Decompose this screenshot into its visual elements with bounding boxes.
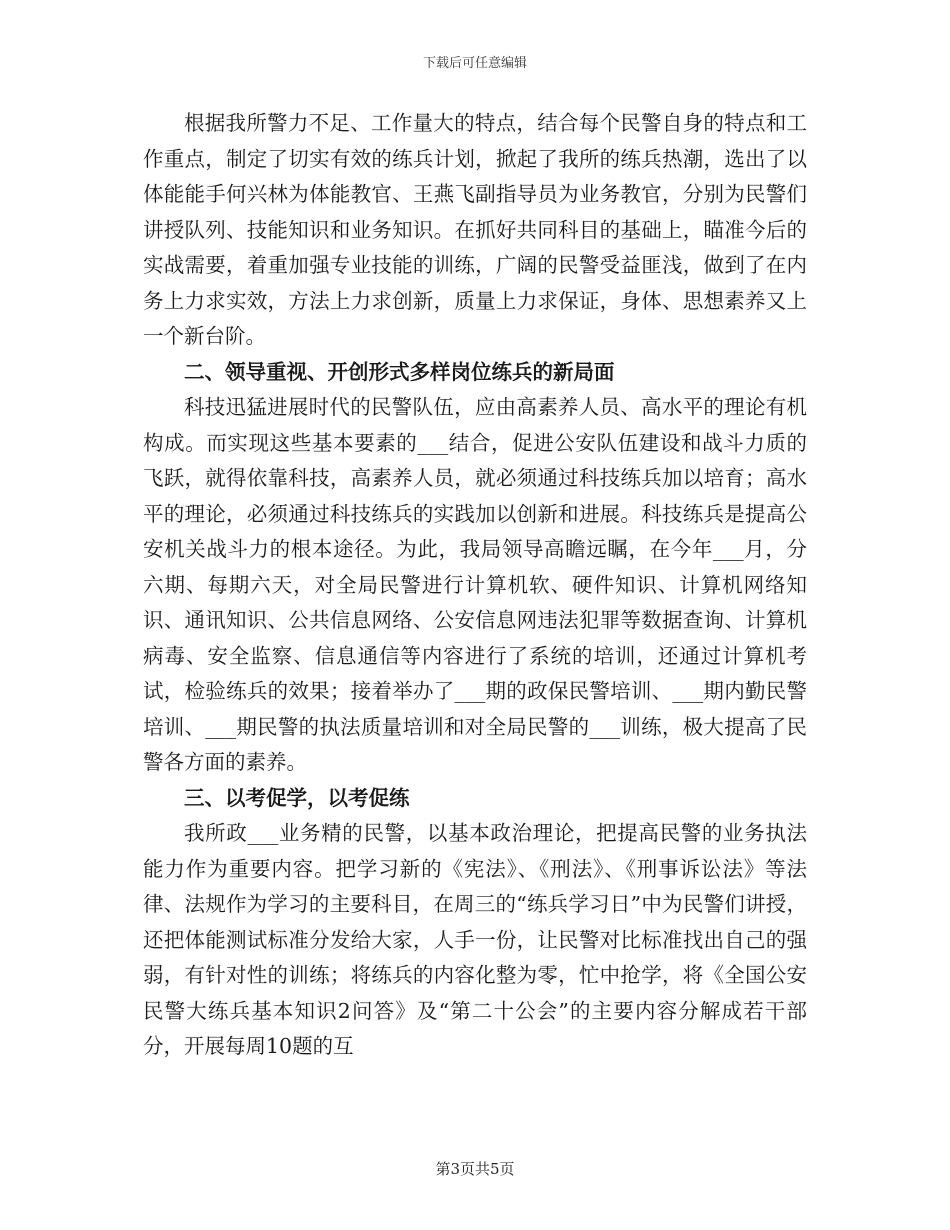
page-header: 下载后可任意编辑: [422, 56, 527, 71]
document-body: [143, 106, 807, 1065]
paragraph-tech-training: 科技迅猛进展时代的民警队伍，应由高素养人员、高水平的理论有机构成。而实现这些基本要素的___结合，促进公安队伍建设和战斗力质的飞跃，就得依靠科技，高素养人员，就必须通过科技练兵加以培育；高水平的理论，必须通过科技练兵的实践加以创新和进展。科技练兵是提高公安机关战斗力的根本途径。为此，我局领导高瞻远瞩，在今年___月，分六期、每期六天，对全局民警进行计算机软、硬件知识、计算机网络知识、通讯知识、公共信息网络、公安信息网违法犯罪等数据查询、计算机病毒、安全监察、信息通信等内容进行了系统的培训，还通过计算机考试，检验练兵的效果；接着举办了___期的政保民警培训、___期内勤民警培训、___期民警的执法质量培训和对全局民警的___训练，极大提高了民警各方面的素养。: [143, 395, 807, 774]
paragraph-exam-study: 我所政___业务精的民警，以基本政治理论，把提高民警的业务执法能力作为重要内容。把学习新的《宪法》、《刑法》、《刑事诉讼法》等法律、法规作为学习的主要科目，在周三的“练兵学习日”中为民警们讲授，还把体能测试标准分发给大家，人手一份，让民警对比标准找出自己的强弱，有针对性的训练；将练兵的内容化整为零，忙中抢学，将《全国公安民警大练兵基本知识2问答》及“第二十公会”的主要内容分解成若干部分，开展每周10题的互: [143, 821, 807, 1058]
paragraph-training-plan: 根据我所警力不足、工作量大的特点，结合每个民警自身的特点和工作重点，制定了切实有效的练兵计划，掀起了我所的练兵热潮，选出了以体能能手何兴林为体能教官、王燕飞副指导员为业务教官，分别为民警们讲授队列、技能知识和业务知识。在抓好共同科目的基础上，瞄准今后的实战需要，着重加强专业技能的训练，广阔的民警受益匪浅，做到了在内务上力求实效，方法上力求创新，质量上力求保证，身体、思想素养又上一个新台阶。: [143, 111, 807, 348]
page-footer: 第3页共5页: [435, 1160, 515, 1178]
section-heading-3: 三、以考促学，以考促练: [184, 785, 410, 810]
section-heading-2: 二、领导重视、开创形式多样岗位练兵的新局面: [184, 359, 615, 384]
